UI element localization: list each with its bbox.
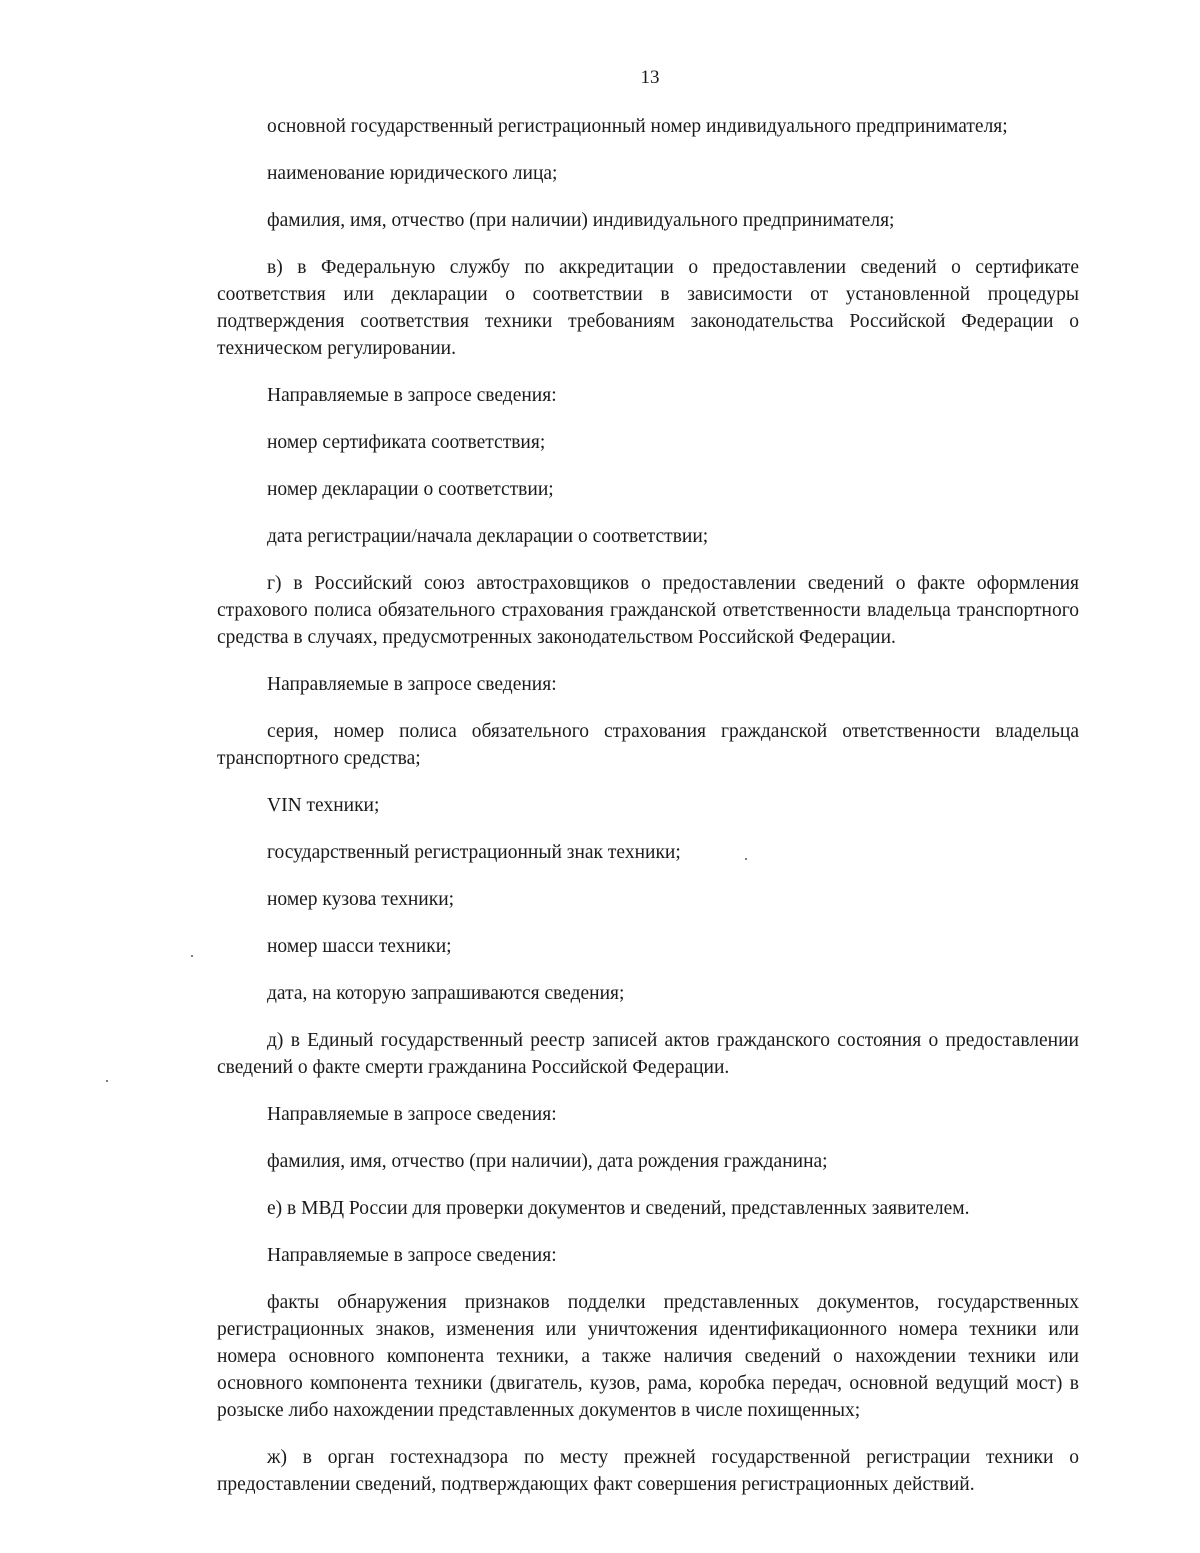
paragraph: е) в МВД России для проверки документов и сведений, представленных заявителем.: [267, 1198, 970, 1219]
paragraph: номер кузова техники;: [267, 889, 455, 910]
paragraph: в) в Федеральную службу по аккредитации о предоставлении сведений о сертификате соответствия или декларации о соответствии в зависимости от установленной процедуры подтверждения соответствия техники требованиям законодательства Российской Федерации о техническом регулировании.: [217, 257, 1079, 359]
paragraph: серия, номер полиса обязательного страхования гражданской ответственности владельца транспортного средства;: [217, 721, 1079, 769]
scan-speck: [191, 955, 193, 957]
paragraph: Направляемые в запросе сведения:: [267, 385, 557, 406]
page-number: 13: [640, 67, 660, 88]
paragraph: государственный регистрационный знак техники;: [267, 842, 681, 863]
paragraph: д) в Единый государственный реестр записей актов гражданского состояния о предоставлении сведений о факте смерти гражданина Российской Федерации.: [217, 1030, 1079, 1078]
paragraph: фамилия, имя, отчество (при наличии), дата рождения гражданина;: [267, 1151, 828, 1172]
paragraph: Направляемые в запросе сведения:: [267, 674, 557, 695]
paragraph: номер сертификата соответствия;: [267, 432, 546, 453]
paragraph: фамилия, имя, отчество (при наличии) индивидуального предпринимателя;: [267, 210, 895, 231]
paragraph: основной государственный регистрационный номер индивидуального предпринимателя;: [267, 116, 1008, 137]
paragraph: номер декларации о соответствии;: [267, 479, 554, 500]
paragraph: ж) в орган гостехнадзора по месту прежней государственной регистрации техники о предоставлении сведений, подтверждающих факт совершения регистрационных действий.: [217, 1447, 1079, 1495]
scan-speck: [745, 858, 747, 860]
paragraph: факты обнаружения признаков подделки представленных документов, государственных регистрационных знаков, изменения или уничтожения идентификационного номера техники или номера основного компонента техники, а также наличия сведений о нахождении техники или основного компонента техники (двигатель, кузов, рама, коробка передач, основной ведущий мост) в розыске либо нахождении представленных документов в числе похищенных;: [217, 1292, 1079, 1421]
paragraph: VIN техники;: [267, 795, 380, 816]
paragraph: Направляемые в запросе сведения:: [267, 1104, 557, 1125]
paragraph: дата регистрации/начала декларации о соответствии;: [267, 526, 709, 547]
scan-speck: [106, 1080, 108, 1082]
paragraph: дата, на которую запрашиваются сведения;: [267, 983, 625, 1004]
paragraph: номер шасси техники;: [267, 936, 452, 957]
paragraph: наименование юридического лица;: [267, 163, 558, 184]
document-body: [217, 113, 1079, 1518]
paragraph: г) в Российский союз автостраховщиков о предоставлении сведений о факте оформления страхового полиса обязательного страхования гражданской ответственности владельца транспортного средства в случаях, предусмотренных законодательством Российской Федерации.: [217, 573, 1079, 648]
paragraph: Направляемые в запросе сведения:: [267, 1245, 557, 1266]
